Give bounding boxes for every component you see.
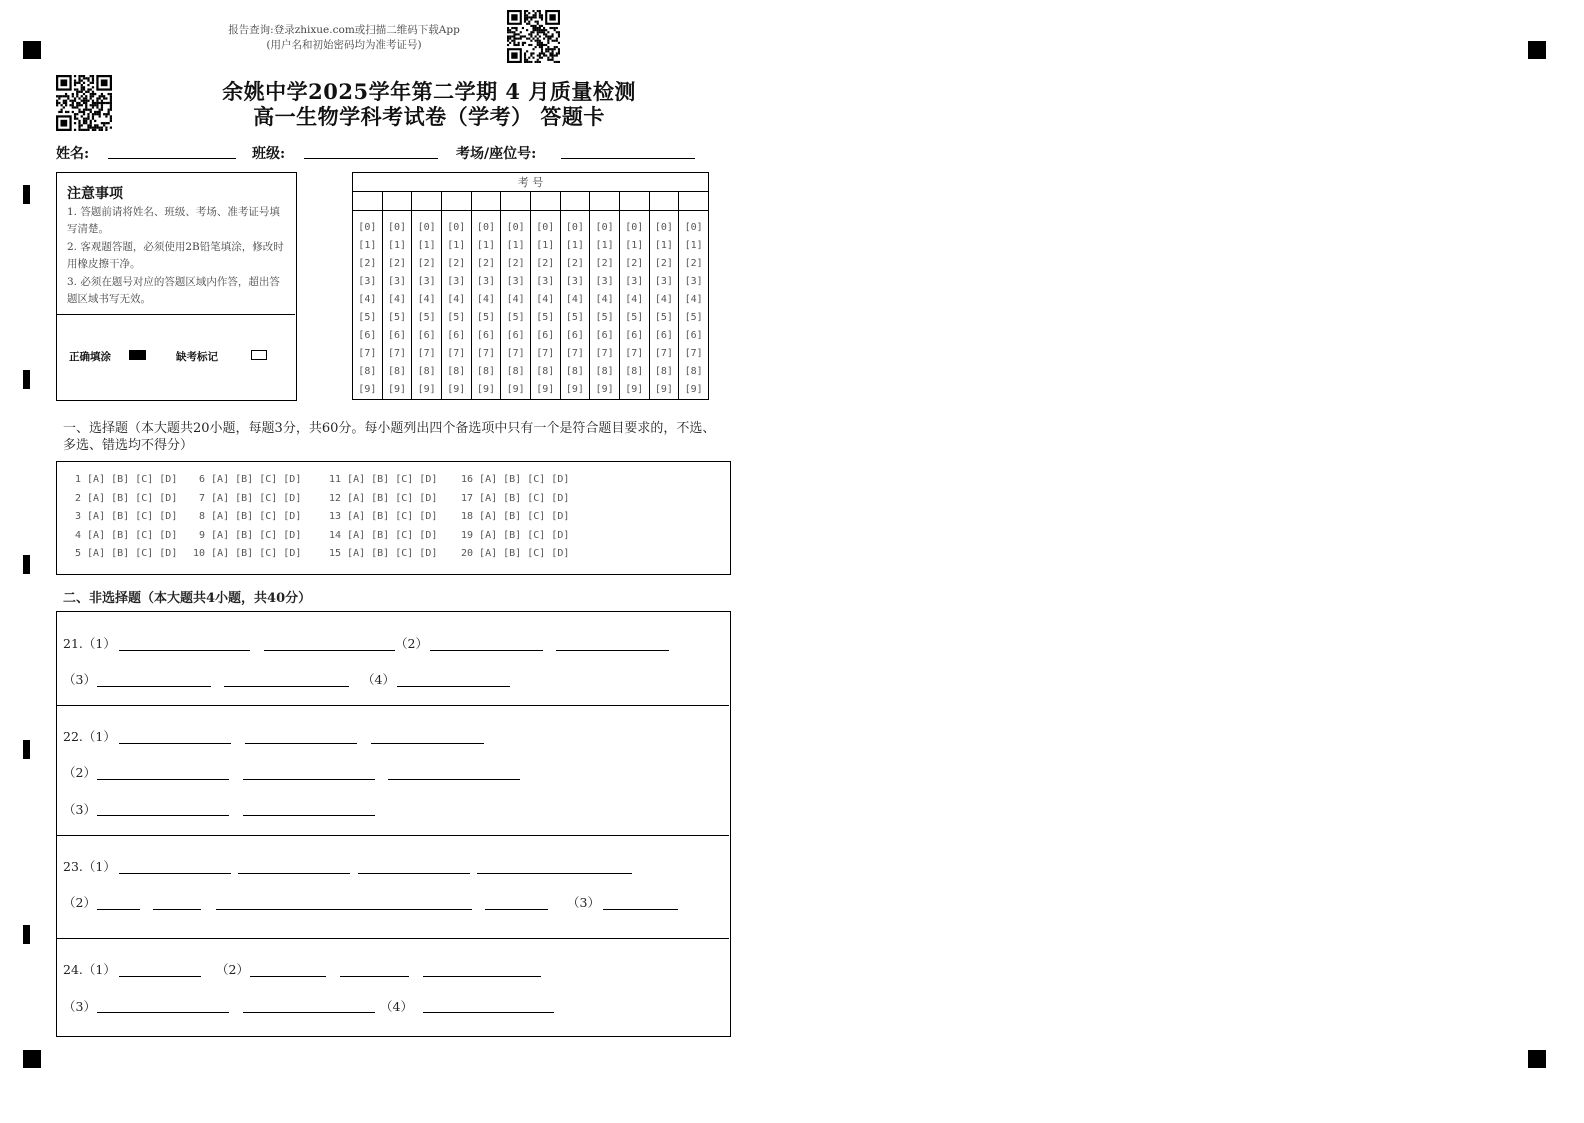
answer-blank[interactable] — [97, 815, 229, 816]
question-divider — [57, 938, 729, 939]
report-notice-line2: (用户名和初始密码均为准考证号) — [266, 39, 422, 51]
exam-number-bubble[interactable]: [5] — [684, 312, 703, 323]
exam-number-bubble[interactable]: [7] — [358, 348, 377, 359]
exam-number-bubble[interactable]: [4] — [565, 294, 584, 305]
exam-number-bubble[interactable]: [6] — [476, 330, 495, 341]
exam-number-bubble[interactable]: [8] — [625, 366, 644, 377]
name-label: 姓名: — [56, 146, 90, 162]
exam-number-bubble[interactable]: [9] — [506, 384, 525, 395]
exam-number-bubble[interactable]: [5] — [565, 312, 584, 323]
exam-number-bubble[interactable]: [5] — [417, 312, 436, 323]
exam-number-bubble[interactable]: [2] — [506, 258, 525, 269]
report-notice — [214, 23, 474, 53]
exam-number-bubble[interactable]: [1] — [565, 240, 584, 251]
q24-part1-label: 24.（1） — [63, 962, 116, 977]
exam-subtitle: 高一生物学科考试卷（学考） 答题卡 — [253, 104, 605, 129]
exam-number-bubble[interactable]: [7] — [625, 348, 644, 359]
answer-blank[interactable] — [358, 873, 470, 874]
exam-number-write-cell[interactable] — [412, 192, 442, 211]
mc-question[interactable]: 7 [A] [B] [C] [D] — [199, 492, 302, 504]
exam-number-column — [353, 211, 383, 400]
answer-blank[interactable] — [430, 650, 543, 651]
exam-number-bubble[interactable]: [0] — [417, 222, 436, 233]
exam-number-bubble[interactable]: [9] — [447, 384, 466, 395]
exam-number-bubble[interactable]: [6] — [417, 330, 436, 341]
mc-question[interactable]: 9 [A] [B] [C] [D] — [199, 529, 302, 541]
answer-blank[interactable] — [97, 779, 229, 780]
exam-number-column — [530, 211, 560, 400]
exam-number-bubble[interactable]: [5] — [506, 312, 525, 323]
exam-number-grid — [352, 172, 709, 400]
exam-number-header: 考 号 — [353, 173, 709, 192]
exam-number-bubble[interactable]: [3] — [387, 276, 407, 287]
section2-title: 二、非选择题（本大题共4小题，共40分） — [63, 591, 312, 606]
exam-number-bubble[interactable]: [2] — [684, 258, 703, 269]
exam-number-bubble[interactable]: [1] — [654, 240, 673, 251]
exam-number-bubble[interactable]: [0] — [654, 222, 673, 233]
exam-number-bubble[interactable]: [1] — [536, 240, 555, 251]
exam-number-bubble[interactable]: [8] — [358, 366, 377, 377]
mc-question[interactable]: 8 [A] [B] [C] [D] — [199, 511, 302, 522]
exam-number-bubble[interactable]: [0] — [684, 222, 703, 233]
multiple-choice-box — [56, 461, 731, 575]
exam-number-bubble[interactable]: [7] — [654, 348, 673, 359]
exam-number-bubble[interactable]: [6] — [536, 330, 555, 341]
download-app-qr-code-icon[interactable] — [507, 10, 560, 63]
exam-number-bubble[interactable]: [5] — [536, 312, 555, 323]
exam-number-write-cell[interactable] — [353, 192, 383, 211]
exam-number-bubble[interactable]: [1] — [447, 240, 466, 251]
exam-number-bubble[interactable]: [7] — [684, 348, 703, 359]
exam-number-bubble[interactable]: [0] — [595, 222, 614, 233]
exam-number-write-cell[interactable] — [501, 192, 531, 211]
timing-mark — [23, 740, 30, 759]
exam-number-bubble[interactable]: [3] — [417, 276, 436, 287]
exam-number-bubble[interactable]: [5] — [476, 312, 495, 323]
exam-number-bubble[interactable]: [8] — [387, 366, 407, 377]
exam-number-bubble[interactable]: [4] — [654, 294, 673, 305]
timing-mark — [23, 185, 30, 204]
exam-number-bubble[interactable]: [3] — [506, 276, 525, 287]
mc-question[interactable]: 4 [A] [B] [C] [D] — [75, 529, 178, 541]
answer-blank[interactable] — [556, 650, 669, 651]
answer-blank[interactable] — [153, 909, 201, 910]
exam-number-bubble[interactable]: [0] — [358, 222, 377, 233]
mc-question[interactable]: 13 [A] [B] [C] [D] — [329, 511, 438, 522]
exam-number-bubble[interactable]: [7] — [447, 348, 466, 359]
answer-blank[interactable] — [97, 909, 140, 910]
exam-number-bubble[interactable]: [3] — [476, 276, 495, 287]
exam-number-bubble[interactable]: [2] — [565, 258, 584, 269]
exam-number-bubble[interactable]: [7] — [536, 348, 555, 359]
divider — [57, 314, 295, 315]
corner-mark-bottom-left — [23, 1050, 41, 1068]
exam-number-bubble[interactable]: [5] — [654, 312, 673, 323]
answer-blank[interactable] — [250, 976, 326, 977]
exam-number-bubble[interactable]: [6] — [565, 330, 584, 341]
exam-number-bubble[interactable]: [5] — [387, 312, 407, 323]
exam-number-bubble[interactable]: [4] — [625, 294, 644, 305]
answer-blank[interactable] — [97, 686, 211, 687]
exam-number-bubble[interactable]: [3] — [684, 276, 703, 287]
exam-number-bubble[interactable]: [6] — [506, 330, 525, 341]
exam-number-bubble[interactable]: [9] — [536, 384, 555, 395]
exam-number-bubble[interactable]: [0] — [625, 222, 644, 233]
mc-question[interactable]: 18 [A] [B] [C] [D] — [461, 511, 570, 522]
answer-blank[interactable] — [238, 873, 350, 874]
exam-number-bubble[interactable]: [8] — [684, 366, 703, 377]
absent-mark-label: 缺考标记 — [176, 351, 218, 363]
exam-number-bubble[interactable]: [9] — [654, 384, 673, 395]
exam-number-bubble[interactable]: [9] — [625, 384, 644, 395]
exam-number-bubble[interactable]: [6] — [358, 330, 377, 341]
note-item: 1. 答题前请将姓名、班级、考场、准考证号填写清楚。 — [67, 206, 280, 235]
mc-question[interactable]: 12 [A] [B] [C] [D] — [329, 492, 438, 504]
answer-blank[interactable] — [603, 909, 678, 910]
exam-number-bubble[interactable]: [9] — [684, 384, 703, 395]
exam-number-write-cell[interactable] — [619, 192, 649, 211]
absent-mark-checkbox[interactable] — [251, 350, 267, 360]
exam-number-bubble[interactable]: [9] — [387, 384, 407, 395]
exam-number-bubble[interactable]: [0] — [506, 222, 525, 233]
exam-number-bubble[interactable]: [7] — [565, 348, 584, 359]
exam-number-column — [501, 211, 531, 400]
exam-number-bubble[interactable]: [2] — [387, 258, 407, 269]
answer-blank[interactable] — [243, 815, 375, 816]
class-label: 班级: — [252, 146, 286, 162]
exam-number-column — [679, 211, 709, 400]
exam-number-bubble[interactable]: [2] — [625, 258, 644, 269]
exam-number-bubble[interactable]: [0] — [387, 222, 407, 233]
exam-number-bubble[interactable]: [5] — [447, 312, 466, 323]
exam-number-bubble[interactable]: [8] — [447, 366, 466, 377]
exam-number-bubble[interactable]: [9] — [595, 384, 614, 395]
q22-part1-label: 22.（1） — [63, 729, 116, 744]
exam-number-bubble[interactable]: [2] — [654, 258, 673, 269]
answer-blank[interactable] — [224, 686, 349, 687]
exam-number-bubble[interactable]: [1] — [387, 240, 407, 251]
answer-blank[interactable] — [388, 779, 520, 780]
exam-number-bubble[interactable]: [3] — [536, 276, 555, 287]
q23-part2-label: （2） — [63, 895, 96, 910]
exam-number-bubble[interactable]: [4] — [417, 294, 436, 305]
exam-number-column — [412, 211, 442, 400]
answer-blank[interactable] — [485, 909, 548, 910]
exam-number-column — [590, 211, 620, 400]
exam-number-bubble[interactable]: [0] — [536, 222, 555, 233]
exam-number-bubble[interactable]: [1] — [417, 240, 436, 251]
q23-part1-label: 23.（1） — [63, 859, 116, 874]
exam-number-bubble[interactable]: [2] — [358, 258, 377, 269]
exam-number-bubble[interactable]: [6] — [387, 330, 407, 341]
exam-number-bubble[interactable]: [5] — [358, 312, 377, 323]
mc-question[interactable]: 5 [A] [B] [C] [D] — [75, 548, 178, 559]
exam-number-bubble[interactable]: [1] — [476, 240, 495, 251]
exam-number-bubble[interactable]: [1] — [625, 240, 644, 251]
exam-number-bubble[interactable]: [4] — [536, 294, 555, 305]
exam-number-write-cell[interactable] — [560, 192, 590, 211]
exam-title: 余姚中学2025学年第二学期 4 月质量检测 — [222, 79, 636, 104]
exam-number-bubble[interactable]: [7] — [387, 348, 407, 359]
answer-blank[interactable] — [119, 873, 231, 874]
mc-question[interactable]: 16 [A] [B] [C] [D] — [461, 474, 570, 485]
name-field[interactable] — [108, 158, 236, 159]
question-divider — [57, 705, 729, 706]
seat-label: 考场/座位号: — [456, 146, 537, 162]
exam-number-bubble[interactable]: [3] — [358, 276, 377, 287]
answer-blank[interactable] — [264, 650, 395, 651]
answer-blank[interactable] — [119, 743, 231, 744]
note-item: 3. 必须在题号对应的答题区域内作答，超出答题区域书写无效。 — [67, 276, 280, 305]
exam-number-bubble[interactable]: [0] — [447, 222, 466, 233]
exam-number-bubble[interactable]: [2] — [476, 258, 495, 269]
exam-number-bubble[interactable]: [5] — [595, 312, 614, 323]
exam-number-bubble[interactable]: [3] — [447, 276, 466, 287]
mc-question[interactable]: 19 [A] [B] [C] [D] — [461, 529, 570, 541]
exam-number-write-cell[interactable] — [530, 192, 560, 211]
q23-part3-label: （3） — [567, 895, 600, 910]
exam-number-write-cell[interactable] — [649, 192, 679, 211]
mc-question[interactable]: 1 [A] [B] [C] [D] — [75, 474, 178, 485]
exam-number-bubble[interactable]: [4] — [447, 294, 466, 305]
mc-question[interactable]: 3 [A] [B] [C] [D] — [75, 511, 178, 522]
exam-number-bubble[interactable]: [7] — [506, 348, 525, 359]
answer-blank[interactable] — [340, 976, 409, 977]
report-notice-line1: 报告查询:登录zhixue.com或扫描二维码下载App — [228, 24, 460, 36]
answer-blank[interactable] — [397, 686, 510, 687]
q22-part2-label: （2） — [63, 765, 96, 780]
exam-number-column — [619, 211, 649, 400]
q21-part3-label: （3） — [63, 672, 96, 687]
mc-question[interactable]: 11 [A] [B] [C] [D] — [329, 474, 438, 485]
corner-mark-top-left — [23, 41, 41, 59]
answer-blank[interactable] — [371, 743, 484, 744]
q21-part4-label: （4） — [362, 672, 395, 687]
student-qr-code-icon — [56, 75, 112, 131]
exam-number-bubble[interactable]: [4] — [387, 294, 407, 305]
exam-number-bubble[interactable]: [8] — [595, 366, 614, 377]
answer-blank[interactable] — [477, 873, 632, 874]
timing-mark — [23, 555, 30, 574]
mc-question[interactable]: 6 [A] [B] [C] [D] — [199, 474, 302, 485]
exam-number-bubble[interactable]: [3] — [654, 276, 673, 287]
exam-number-bubble[interactable]: [7] — [417, 348, 436, 359]
mc-question[interactable]: 14 [A] [B] [C] [D] — [329, 529, 438, 541]
exam-number-bubble[interactable]: [5] — [625, 312, 644, 323]
corner-mark-bottom-right — [1528, 1050, 1546, 1068]
exam-number-bubble[interactable]: [6] — [625, 330, 644, 341]
exam-number-column — [382, 211, 412, 400]
exam-number-bubble[interactable]: [6] — [654, 330, 673, 341]
exam-number-bubble[interactable]: [2] — [417, 258, 436, 269]
exam-number-bubble[interactable]: [6] — [595, 330, 614, 341]
exam-number-write-cell[interactable] — [471, 192, 501, 211]
answer-blank[interactable] — [245, 743, 357, 744]
exam-number-bubble[interactable]: [0] — [476, 222, 495, 233]
exam-number-bubble[interactable]: [8] — [565, 366, 584, 377]
answer-blank[interactable] — [216, 909, 472, 910]
exam-number-bubble[interactable]: [4] — [506, 294, 525, 305]
exam-number-bubble[interactable]: [9] — [358, 384, 377, 395]
exam-number-write-cell[interactable] — [382, 192, 412, 211]
q24-part2-label: （2） — [216, 962, 249, 977]
note-item: 2. 客观题答题，必须使用2B铅笔填涂，修改时用橡皮擦干净。 — [67, 241, 284, 270]
section1-title: 一、选择题（本大题共20小题，每题3分，共60分。每小题列出四个备选项中只有一个是符合题目要求的，不选、多选、错选均不得分） — [63, 421, 716, 453]
mc-question[interactable]: 2 [A] [B] [C] [D] — [75, 492, 178, 504]
correct-fill-label: 正确填涂 — [69, 351, 111, 363]
exam-number-bubble[interactable]: [6] — [684, 330, 703, 341]
exam-number-bubble[interactable]: [2] — [595, 258, 614, 269]
answer-blank[interactable] — [243, 779, 375, 780]
q24-part4-label: （4） — [380, 999, 413, 1014]
timing-mark — [23, 925, 30, 944]
mc-question[interactable]: 10 [A] [B] [C] [D] — [193, 548, 302, 559]
answer-blank[interactable] — [119, 976, 201, 977]
mc-question[interactable]: 15 [A] [B] [C] [D] — [329, 548, 438, 559]
exam-number-bubble[interactable]: [3] — [595, 276, 614, 287]
exam-number-bubble[interactable]: [8] — [476, 366, 495, 377]
exam-number-bubble[interactable]: [4] — [358, 294, 377, 305]
q21-part2-label: （2） — [395, 636, 428, 651]
seat-field[interactable] — [561, 158, 695, 159]
exam-number-bubble[interactable]: [8] — [506, 366, 525, 377]
exam-number-bubble[interactable]: [3] — [565, 276, 584, 287]
exam-number-bubble[interactable]: [6] — [447, 330, 466, 341]
exam-number-bubble[interactable]: [9] — [565, 384, 584, 395]
exam-number-bubble[interactable]: [4] — [476, 294, 495, 305]
exam-number-write-cell[interactable] — [679, 192, 709, 211]
exam-number-bubble[interactable]: [8] — [417, 366, 436, 377]
exam-number-bubble[interactable]: [4] — [684, 294, 703, 305]
exam-number-write-cell[interactable] — [590, 192, 620, 211]
mc-question[interactable]: 20 [A] [B] [C] [D] — [461, 548, 570, 559]
question-divider — [57, 835, 729, 836]
exam-number-bubble[interactable]: [9] — [417, 384, 436, 395]
answer-blank[interactable] — [423, 976, 541, 977]
exam-number-bubble[interactable]: [3] — [625, 276, 644, 287]
exam-number-bubble[interactable]: [9] — [476, 384, 495, 395]
exam-number-bubble[interactable]: [1] — [358, 240, 377, 251]
exam-number-column — [560, 211, 590, 400]
exam-number-column — [649, 211, 679, 400]
notes-title: 注意事项 — [67, 186, 123, 202]
exam-number-column — [471, 211, 501, 400]
exam-number-bubble[interactable]: [7] — [476, 348, 495, 359]
exam-number-bubble[interactable]: [1] — [684, 240, 703, 251]
exam-number-bubble[interactable]: [1] — [595, 240, 614, 251]
exam-number-column — [441, 211, 471, 400]
class-field[interactable] — [304, 158, 438, 159]
exam-number-bubble[interactable]: [4] — [595, 294, 614, 305]
corner-mark-top-right — [1528, 41, 1546, 59]
exam-number-bubble[interactable]: [1] — [506, 240, 525, 251]
exam-number-bubble[interactable]: [8] — [536, 366, 555, 377]
exam-number-bubble[interactable]: [2] — [536, 258, 555, 269]
exam-number-bubble[interactable]: [2] — [447, 258, 466, 269]
correct-fill-sample — [129, 350, 146, 360]
answer-blank[interactable] — [243, 1012, 375, 1013]
q22-part3-label: （3） — [63, 802, 96, 817]
q21-part1-label: 21.（1） — [63, 636, 116, 651]
exam-number-bubble[interactable]: [8] — [654, 366, 673, 377]
mc-question[interactable]: 17 [A] [B] [C] [D] — [461, 492, 570, 504]
exam-number-bubble[interactable]: [0] — [565, 222, 584, 233]
exam-number-bubble[interactable]: [7] — [595, 348, 614, 359]
timing-mark — [23, 370, 30, 389]
answer-blank[interactable] — [423, 1012, 554, 1013]
answer-blank[interactable] — [119, 650, 250, 651]
answer-blank[interactable] — [97, 1012, 229, 1013]
q24-part3-label: （3） — [63, 999, 96, 1014]
exam-number-write-cell[interactable] — [441, 192, 471, 211]
notes-box — [56, 172, 297, 401]
